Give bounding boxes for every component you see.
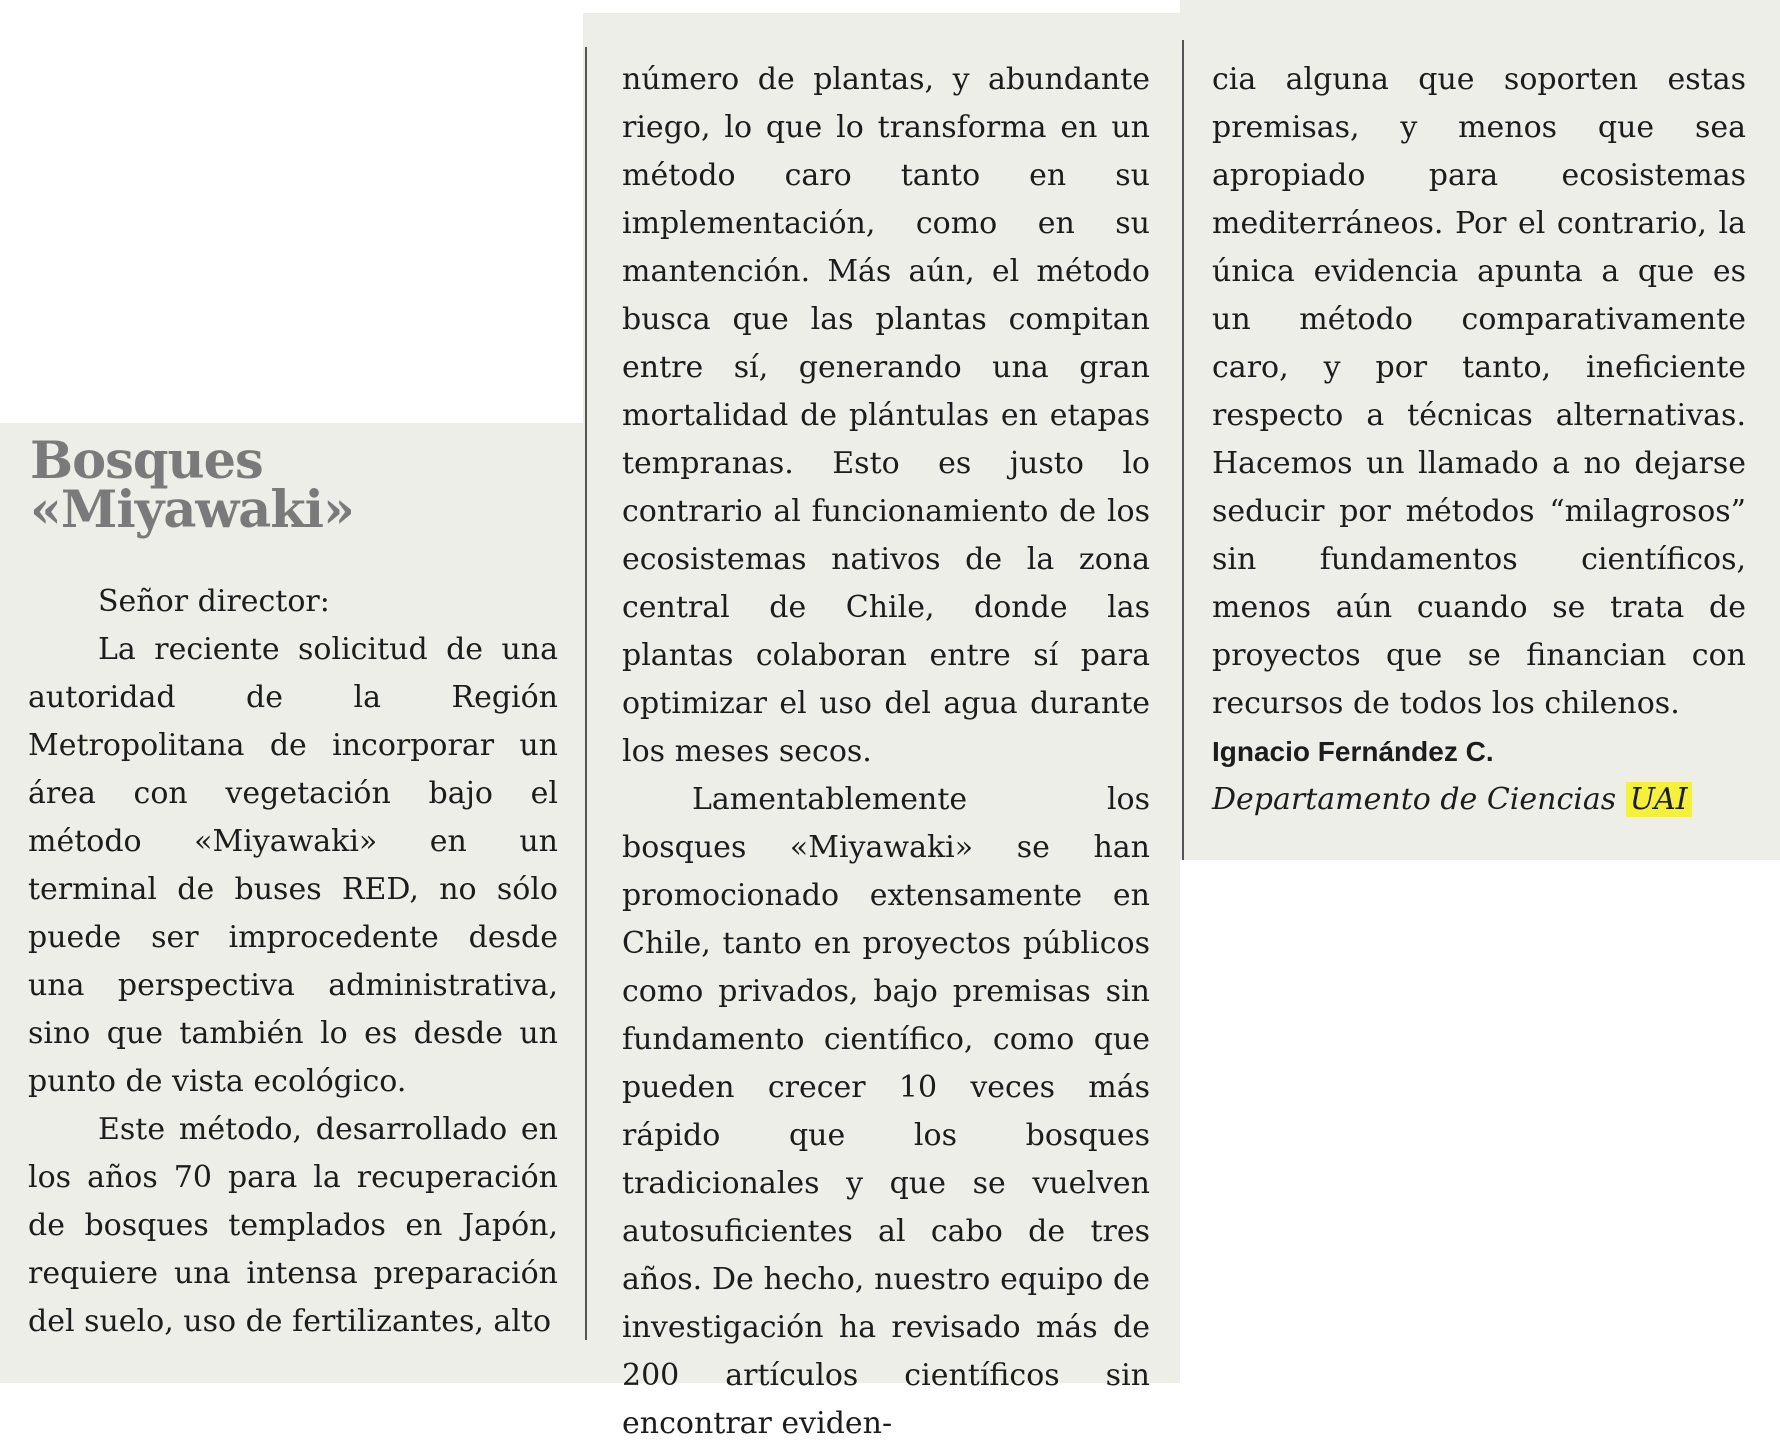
column-divider <box>1182 40 1184 860</box>
letter-headline <box>30 431 550 540</box>
paragraph: Lamentablemente los bosques «Miyawaki» se han promocionado extensamente en Chile, tanto en proyectos públicos como privados, bajo premisas sin fundamento científico, como que pueden crecer 10 veces más rápido que los bosques tradicionales y que se vuelven autosuficientes al cabo de tres años. De hecho, nuestro equipo de investigación ha revisado más de 200 artículos científicos sin encontrar eviden- <box>622 782 1150 1441</box>
department-name: Departamento de Ciencias <box>1212 782 1617 817</box>
institution-highlight: UAI <box>1626 782 1692 817</box>
paragraph: La reciente solicitud de una autoridad de la Región Metropolitana de incorporar un área con vegetación bajo el método «Miyawaki» en un terminal de buses RED, no sólo puede ser improcedente desde una perspectiva administrativa, sino que también lo es desde un punto de vista ecológico. <box>28 632 558 1099</box>
salutation: Señor director: <box>98 584 330 619</box>
paragraph: Este método, desarrollado en los años 70 para la recuperación de bosques templados en Japón, requiere una intensa preparación del suelo, uso de fertilizantes, alto <box>28 1112 558 1339</box>
headline-line-1: Bosques <box>30 431 263 491</box>
author-affiliation <box>1212 776 1746 824</box>
column-divider <box>585 47 587 1340</box>
column-right-text <box>1212 56 1746 824</box>
column-middle-text <box>622 56 1150 1448</box>
author-signature: Ignacio Fernández C. <box>1212 736 1494 767</box>
paragraph-continued: número de plantas, y abundante riego, lo que lo transforma en un método caro tanto en su implementación, como en su mantención. Más aún, el método busca que las plantas compitan entre sí, generando una gran mortalidad de plántulas en etapas tempranas. Esto es justo lo contrario al funcionamiento de los ecosistemas nativos de la zona central de Chile, donde las plantas colaboran entre sí para optimizar el uso del agua durante los meses secos. <box>622 62 1150 769</box>
paragraph-continued: cia alguna que soporten estas premisas, y menos que sea apropiado para ecosistemas mediterráneos. Por el contrario, la única evidencia apunta a que es un método comparativamente caro, y por tanto, ineficiente respecto a técnicas alternativas. Hacemos un llamado a no dejarse seducir por métodos “milagrosos” sin fundamentos científicos, menos aún cuando se trata de proyectos que se financian con recursos de todos los chilenos. <box>1212 62 1746 721</box>
column-left-text <box>28 578 558 1346</box>
headline-line-2: «Miyawaki» <box>30 480 354 540</box>
